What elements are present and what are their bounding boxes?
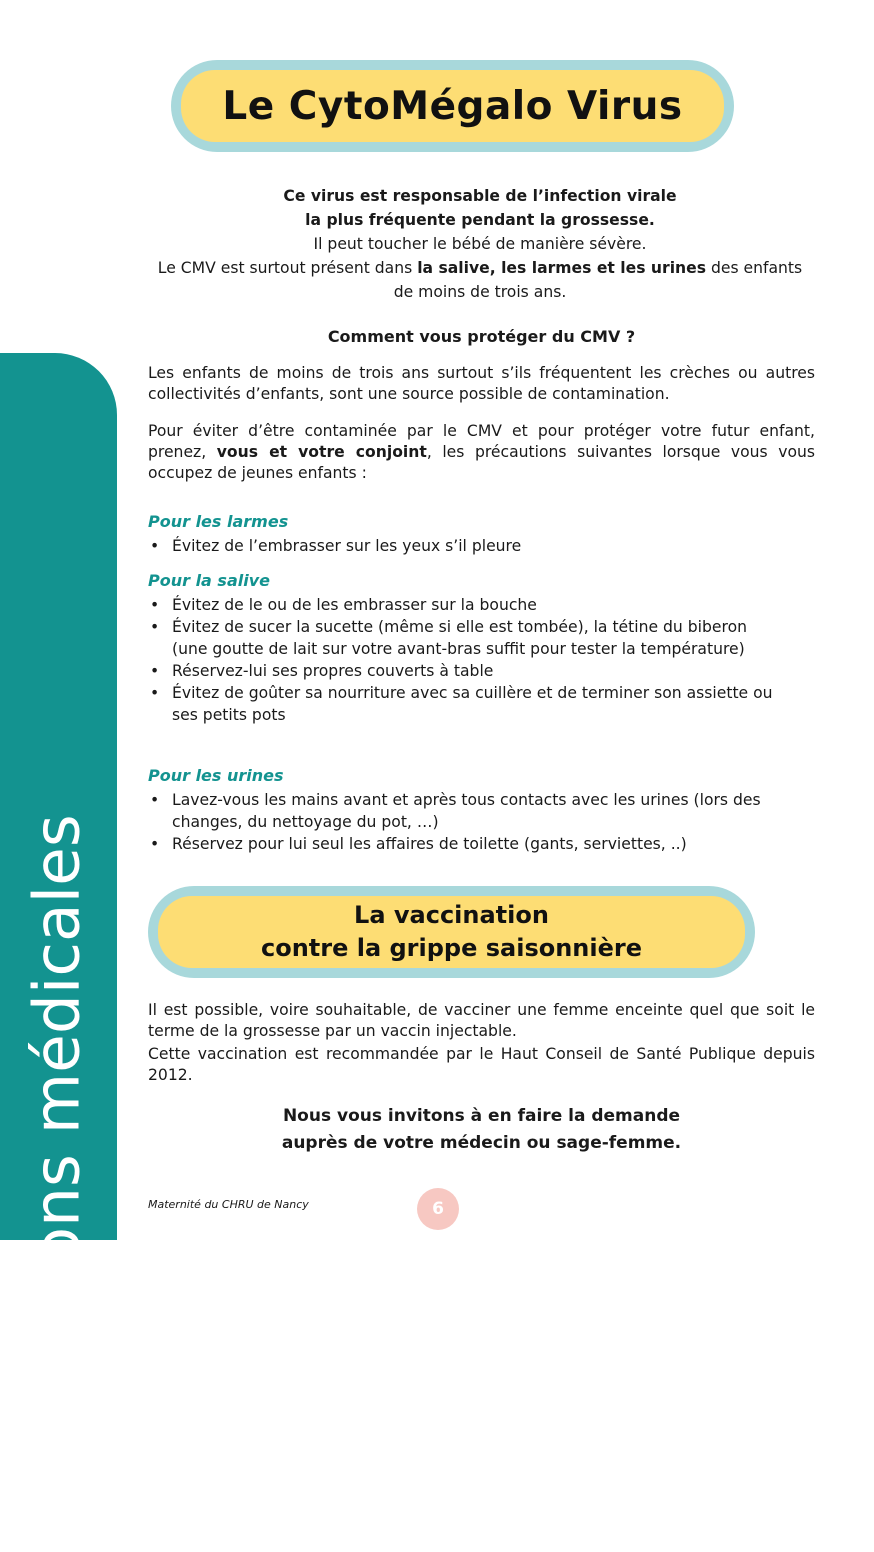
intro-line-4-start: Le CMV est surtout présent dans bbox=[157, 259, 418, 277]
list-item: • Évitez de goûter sa nourriture avec sa cuillère et de terminer son assiette ou ses petits pots bbox=[148, 682, 780, 726]
cmv-paragraph-1: Les enfants de moins de trois ans surtout s’ils fréquentent les crèches ou autres collectivités d’enfants, sont une source possible de contamination. bbox=[148, 364, 815, 403]
closing-message bbox=[148, 1103, 815, 1157]
intro-line-4 bbox=[150, 256, 810, 304]
grippe-title-line-2: contre la grippe saisonnière bbox=[260, 934, 643, 962]
cmv-title-banner bbox=[171, 60, 734, 152]
paragraph-2-end: , les précautions suivantes lorsque vous vous occupez de jeunes enfants : bbox=[148, 443, 815, 482]
list-salive bbox=[148, 594, 780, 726]
page-number-badge bbox=[417, 1188, 459, 1230]
section-heading-salive: Pour la salive bbox=[148, 571, 270, 590]
footer-source: Maternité du CHRU de Nancy bbox=[148, 1198, 309, 1211]
page-number: 6 bbox=[432, 1199, 444, 1219]
list-item: • Lavez-vous les mains avant et après tous contacts avec les urines (lors des changes, du nettoyage du pot, …) bbox=[148, 789, 788, 833]
list-item: • Évitez de le ou de les embrasser sur la bouche bbox=[148, 594, 780, 616]
cmv-title-inner bbox=[181, 70, 724, 142]
closing-line-1: Nous vous invitons à en faire la demande bbox=[282, 1106, 681, 1126]
list-larmes bbox=[148, 535, 828, 557]
paragraph-2-start: Pour éviter d’être contaminée par le CMV et pour protéger votre futur enfant, prenez, bbox=[148, 422, 815, 461]
cmv-intro bbox=[130, 184, 830, 304]
closing-line-2: auprès de votre médecin ou sage-femme. bbox=[281, 1133, 682, 1153]
paragraph-2-bold: vous et votre conjoint bbox=[216, 443, 427, 461]
grippe-title-line-1: La vaccination bbox=[354, 901, 549, 929]
intro-line-3: Il peut toucher le bébé de manière sévère. bbox=[313, 235, 647, 253]
protect-heading: Comment vous protéger du CMV ? bbox=[327, 327, 636, 346]
intro-line-4-bold: la salive, les larmes et les urines bbox=[417, 259, 706, 277]
list-item: • Évitez de l’embrasser sur les yeux s’il pleure bbox=[148, 535, 828, 557]
list-item: • Évitez de sucer la sucette (même si elle est tombée), la tétine du biberon (une goutte de lait sur votre avant-bras suffit pour tester la température) bbox=[148, 616, 780, 660]
grippe-paragraph-2: Cette vaccination est recommandée par le Haut Conseil de Santé Publique depuis 2012. bbox=[148, 1045, 815, 1084]
intro-line-1: Ce virus est responsable de l’infection virale bbox=[283, 187, 677, 205]
grippe-title-inner bbox=[158, 896, 745, 968]
grippe-paragraph-1: Il est possible, voire souhaitable, de vacciner une femme enceinte quel que soit le terme de la grossesse par un vaccin injectable. bbox=[148, 1001, 815, 1040]
intro-line-4-end: des enfants de moins de trois ans. bbox=[393, 259, 803, 301]
list-urines bbox=[148, 789, 788, 855]
list-item: • Réservez-lui ses propres couverts à table bbox=[148, 660, 780, 682]
list-item: • Réservez pour lui seul les affaires de toilette (gants, serviettes, ..) bbox=[148, 833, 788, 855]
section-heading-larmes: Pour les larmes bbox=[148, 512, 289, 531]
cmv-title: Le CytoMégalo Virus bbox=[222, 83, 683, 129]
cmv-paragraph-2 bbox=[148, 421, 815, 484]
grippe-title-banner bbox=[148, 886, 755, 978]
side-tab-label: Informations médicales bbox=[20, 814, 94, 1552]
side-tab bbox=[0, 353, 117, 1552]
intro-line-2: la plus fréquente pendant la grossesse. bbox=[305, 211, 655, 229]
section-heading-urines: Pour les urines bbox=[148, 766, 284, 785]
